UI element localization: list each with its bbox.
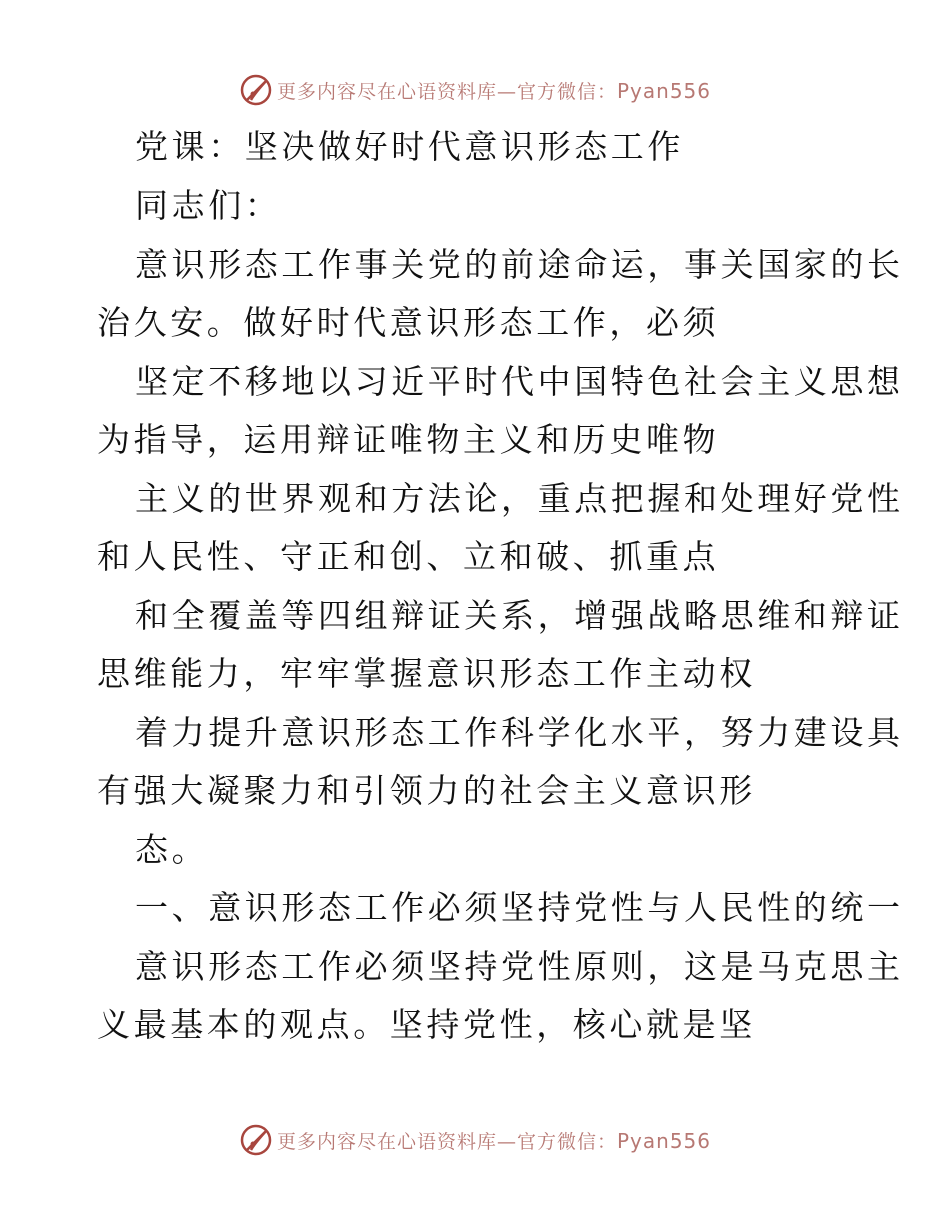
watermark-prefix: 更多内容尽在心语资料库—官方微信： bbox=[276, 80, 617, 103]
document-title: 党课：坚决做好时代意识形态工作 bbox=[135, 127, 684, 166]
paragraph-line: 有强大凝聚力和引领力的社会主义意识形 bbox=[97, 771, 756, 810]
paragraph-line: 和全覆盖等四组辩证关系，增强战略思维和辩证 bbox=[135, 596, 904, 635]
quill-logo-icon bbox=[239, 73, 273, 107]
paragraph-line: 义最基本的观点。坚持党性，核心就是坚 bbox=[97, 1005, 756, 1044]
paragraph-line: 态。 bbox=[135, 830, 209, 869]
paragraph-line: 治久安。做好时代意识形态工作，必须 bbox=[97, 303, 720, 342]
paragraph-line: 意识形态工作必须坚持党性原则，这是马克思主 bbox=[135, 947, 904, 986]
paragraph-line: 坚定不移地以习近平时代中国特色社会主义思想 bbox=[135, 362, 904, 401]
footer-watermark bbox=[0, 1120, 950, 1160]
paragraph-line: 和人民性、守正和创、立和破、抓重点 bbox=[97, 537, 720, 576]
paragraph-line: 思维能力，牢牢掌握意识形态工作主动权 bbox=[97, 654, 756, 693]
header-watermark bbox=[0, 70, 950, 110]
watermark-text bbox=[277, 77, 711, 104]
paragraph-line: 着力提升意识形态工作科学化水平，努力建设具 bbox=[135, 713, 904, 752]
paragraph-line: 为指导，运用辩证唯物主义和历史唯物 bbox=[97, 420, 720, 459]
watermark-prefix: 更多内容尽在心语资料库—官方微信： bbox=[276, 1130, 617, 1153]
watermark-wechat-id: Pyan556 bbox=[617, 1128, 712, 1153]
paragraph-line: 意识形态工作事关党的前途命运，事关国家的长 bbox=[135, 245, 904, 284]
watermark-wechat-id: Pyan556 bbox=[617, 78, 712, 103]
quill-logo-icon bbox=[239, 1123, 273, 1157]
section-heading: 一、意识形态工作必须坚持党性与人民性的统一 bbox=[135, 888, 904, 927]
salutation: 同志们： bbox=[135, 186, 282, 225]
watermark-text bbox=[277, 1127, 711, 1154]
paragraph-line: 主义的世界观和方法论，重点把握和处理好党性 bbox=[135, 479, 904, 518]
